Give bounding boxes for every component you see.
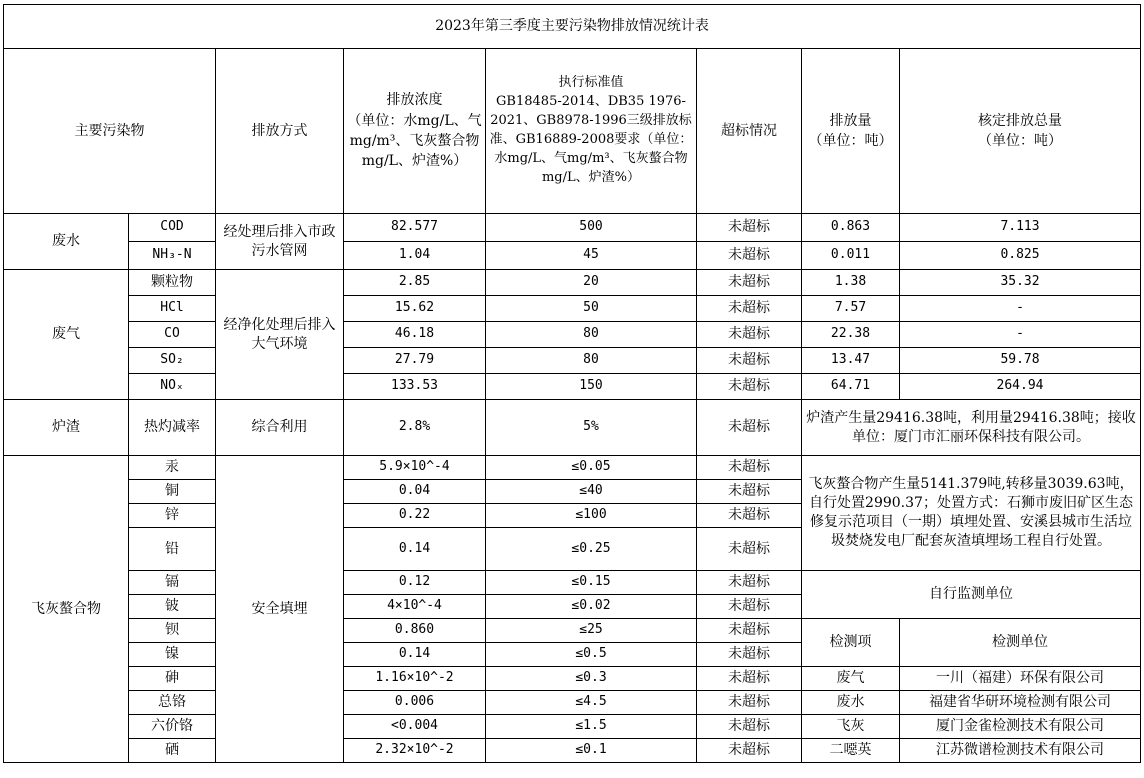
concentration-cell: 0.12 <box>344 571 486 595</box>
item-cell: NH₃-N <box>129 242 216 270</box>
concentration-cell: 0.006 <box>344 691 486 715</box>
method-slag: 综合利用 <box>216 400 344 456</box>
approved-cell: 264.94 <box>900 374 1141 400</box>
item-cell: HCl <box>129 296 216 322</box>
header-method: 排放方式 <box>216 49 344 214</box>
category-slag: 炉渣 <box>4 400 129 456</box>
status-cell: 未超标 <box>697 691 802 715</box>
standard-cell: 80 <box>486 348 697 374</box>
approved-cell: 0.825 <box>900 242 1141 270</box>
concentration-cell: 82.577 <box>344 214 486 242</box>
status-cell: 未超标 <box>697 739 802 763</box>
monitor-unit: 江苏微谱检测技术有限公司 <box>900 739 1141 763</box>
approved-cell: 35.32 <box>900 270 1141 296</box>
concentration-cell: 2.85 <box>344 270 486 296</box>
standard-cell: ≤0.02 <box>486 595 697 619</box>
status-cell: 未超标 <box>697 456 802 480</box>
standard-cell: ≤0.5 <box>486 643 697 667</box>
standard-cell: ≤40 <box>486 480 697 504</box>
standard-cell: 45 <box>486 242 697 270</box>
standard-cell: 150 <box>486 374 697 400</box>
header-exceed: 超标情况 <box>697 49 802 214</box>
status-cell: 未超标 <box>697 296 802 322</box>
monitor-header-unit: 检测单位 <box>900 619 1141 667</box>
status-cell: 未超标 <box>697 242 802 270</box>
amount-cell: 13.47 <box>802 348 900 374</box>
concentration-cell: 0.860 <box>344 619 486 643</box>
standard-cell: ≤100 <box>486 504 697 528</box>
item-cell: 铍 <box>129 595 216 619</box>
item-cell: 钡 <box>129 619 216 643</box>
item-cell: SO₂ <box>129 348 216 374</box>
item-cell: CO <box>129 322 216 348</box>
monitor-item: 废水 <box>802 691 900 715</box>
monitor-unit: 福建省华研环境检测有限公司 <box>900 691 1141 715</box>
header-standard: 执行标准值 GB18485-2014、DB35 1976-2021、GB8978-1996三级排放标准、GB16889-2008要求（单位：水mg/L、气mg/m³、飞灰螯合物mg/L、炉渣%） <box>486 49 697 214</box>
standard-cell: 20 <box>486 270 697 296</box>
standard-cell: ≤4.5 <box>486 691 697 715</box>
concentration-cell: 0.14 <box>344 528 486 571</box>
monitor-title: 自行监测单位 <box>802 571 1141 619</box>
method-exhaust: 经净化处理后排入大气环境 <box>216 270 344 400</box>
concentration-cell: 0.22 <box>344 504 486 528</box>
monitor-unit: 一川（福建）环保有限公司 <box>900 667 1141 691</box>
standard-cell: 5% <box>486 400 697 456</box>
status-cell: 未超标 <box>697 595 802 619</box>
concentration-cell: 2.8% <box>344 400 486 456</box>
concentration-cell: 0.14 <box>344 643 486 667</box>
method-flyash: 安全填埋 <box>216 456 344 763</box>
standard-cell: ≤1.5 <box>486 715 697 739</box>
category-flyash: 飞灰螯合物 <box>4 456 129 763</box>
standard-cell: ≤0.05 <box>486 456 697 480</box>
concentration-cell: 5.9×10^-4 <box>344 456 486 480</box>
item-cell: 锌 <box>129 504 216 528</box>
approved-cell: - <box>900 322 1141 348</box>
table-title: 2023年第三季度主要污染物排放情况统计表 <box>4 5 1141 49</box>
header-approved: 核定排放总量 （单位：吨） <box>900 49 1141 214</box>
concentration-cell: 0.04 <box>344 480 486 504</box>
standard-cell: ≤25 <box>486 619 697 643</box>
status-cell: 未超标 <box>697 348 802 374</box>
category-wastewater: 废水 <box>4 214 129 270</box>
concentration-cell: <0.004 <box>344 715 486 739</box>
concentration-cell: 27.79 <box>344 348 486 374</box>
concentration-cell: 133.53 <box>344 374 486 400</box>
amount-cell: 1.38 <box>802 270 900 296</box>
concentration-cell: 2.32×10^-2 <box>344 739 486 763</box>
concentration-cell: 1.16×10^-2 <box>344 667 486 691</box>
standard-cell: ≤0.15 <box>486 571 697 595</box>
status-cell: 未超标 <box>697 400 802 456</box>
monitor-item: 废气 <box>802 667 900 691</box>
item-cell: 硒 <box>129 739 216 763</box>
status-cell: 未超标 <box>697 504 802 528</box>
pollutant-table <box>3 4 1141 763</box>
item-cell: 热灼减率 <box>129 400 216 456</box>
standard-cell: ≤0.3 <box>486 667 697 691</box>
status-cell: 未超标 <box>697 214 802 242</box>
item-cell: 铅 <box>129 528 216 571</box>
amount-cell: 0.863 <box>802 214 900 242</box>
item-cell: 铜 <box>129 480 216 504</box>
item-cell: 镍 <box>129 643 216 667</box>
status-cell: 未超标 <box>697 715 802 739</box>
header-amount: 排放量 （单位：吨） <box>802 49 900 214</box>
flyash-note: 飞灰螯合物产生量5141.379吨,转移量3039.63吨，自行处置2990.37；处置方式：石狮市废旧矿区生态修复示范项目（一期）填埋处置、安溪县城市生活垃圾焚烧发电厂配套灰渣填埋场工程自行处置。 <box>802 456 1141 571</box>
header-pollutant: 主要污染物 <box>4 49 216 214</box>
status-cell: 未超标 <box>697 374 802 400</box>
approved-cell: - <box>900 296 1141 322</box>
concentration-cell: 1.04 <box>344 242 486 270</box>
item-cell: 颗粒物 <box>129 270 216 296</box>
item-cell: COD <box>129 214 216 242</box>
item-cell: 汞 <box>129 456 216 480</box>
standard-cell: 80 <box>486 322 697 348</box>
status-cell: 未超标 <box>697 667 802 691</box>
concentration-cell: 46.18 <box>344 322 486 348</box>
monitor-item: 二噁英 <box>802 739 900 763</box>
standard-cell: 50 <box>486 296 697 322</box>
standard-cell: 500 <box>486 214 697 242</box>
item-cell: 镉 <box>129 571 216 595</box>
amount-cell: 64.71 <box>802 374 900 400</box>
item-cell: 总铬 <box>129 691 216 715</box>
category-exhaust: 废气 <box>4 270 129 400</box>
monitor-header-item: 检测项 <box>802 619 900 667</box>
status-cell: 未超标 <box>697 571 802 595</box>
amount-cell: 7.57 <box>802 296 900 322</box>
item-cell: 砷 <box>129 667 216 691</box>
header-concentration: 排放浓度 （单位：水mg/L、气mg/m³、飞灰螯合物mg/L、炉渣%） <box>344 49 486 214</box>
amount-cell: 0.011 <box>802 242 900 270</box>
approved-cell: 59.78 <box>900 348 1141 374</box>
status-cell: 未超标 <box>697 322 802 348</box>
amount-cell: 22.38 <box>802 322 900 348</box>
item-cell: NOₓ <box>129 374 216 400</box>
monitor-unit: 厦门金雀检测技术有限公司 <box>900 715 1141 739</box>
approved-cell: 7.113 <box>900 214 1141 242</box>
slag-note: 炉渣产生量29416.38吨，利用量29416.38吨；接收单位：厦门市汇丽环保科技有限公司。 <box>802 400 1141 456</box>
concentration-cell: 15.62 <box>344 296 486 322</box>
standard-cell: ≤0.1 <box>486 739 697 763</box>
status-cell: 未超标 <box>697 619 802 643</box>
status-cell: 未超标 <box>697 643 802 667</box>
method-wastewater: 经处理后排入市政污水管网 <box>216 214 344 270</box>
item-cell: 六价铬 <box>129 715 216 739</box>
status-cell: 未超标 <box>697 528 802 571</box>
status-cell: 未超标 <box>697 270 802 296</box>
monitor-item: 飞灰 <box>802 715 900 739</box>
concentration-cell: 4×10^-4 <box>344 595 486 619</box>
standard-cell: ≤0.25 <box>486 528 697 571</box>
status-cell: 未超标 <box>697 480 802 504</box>
